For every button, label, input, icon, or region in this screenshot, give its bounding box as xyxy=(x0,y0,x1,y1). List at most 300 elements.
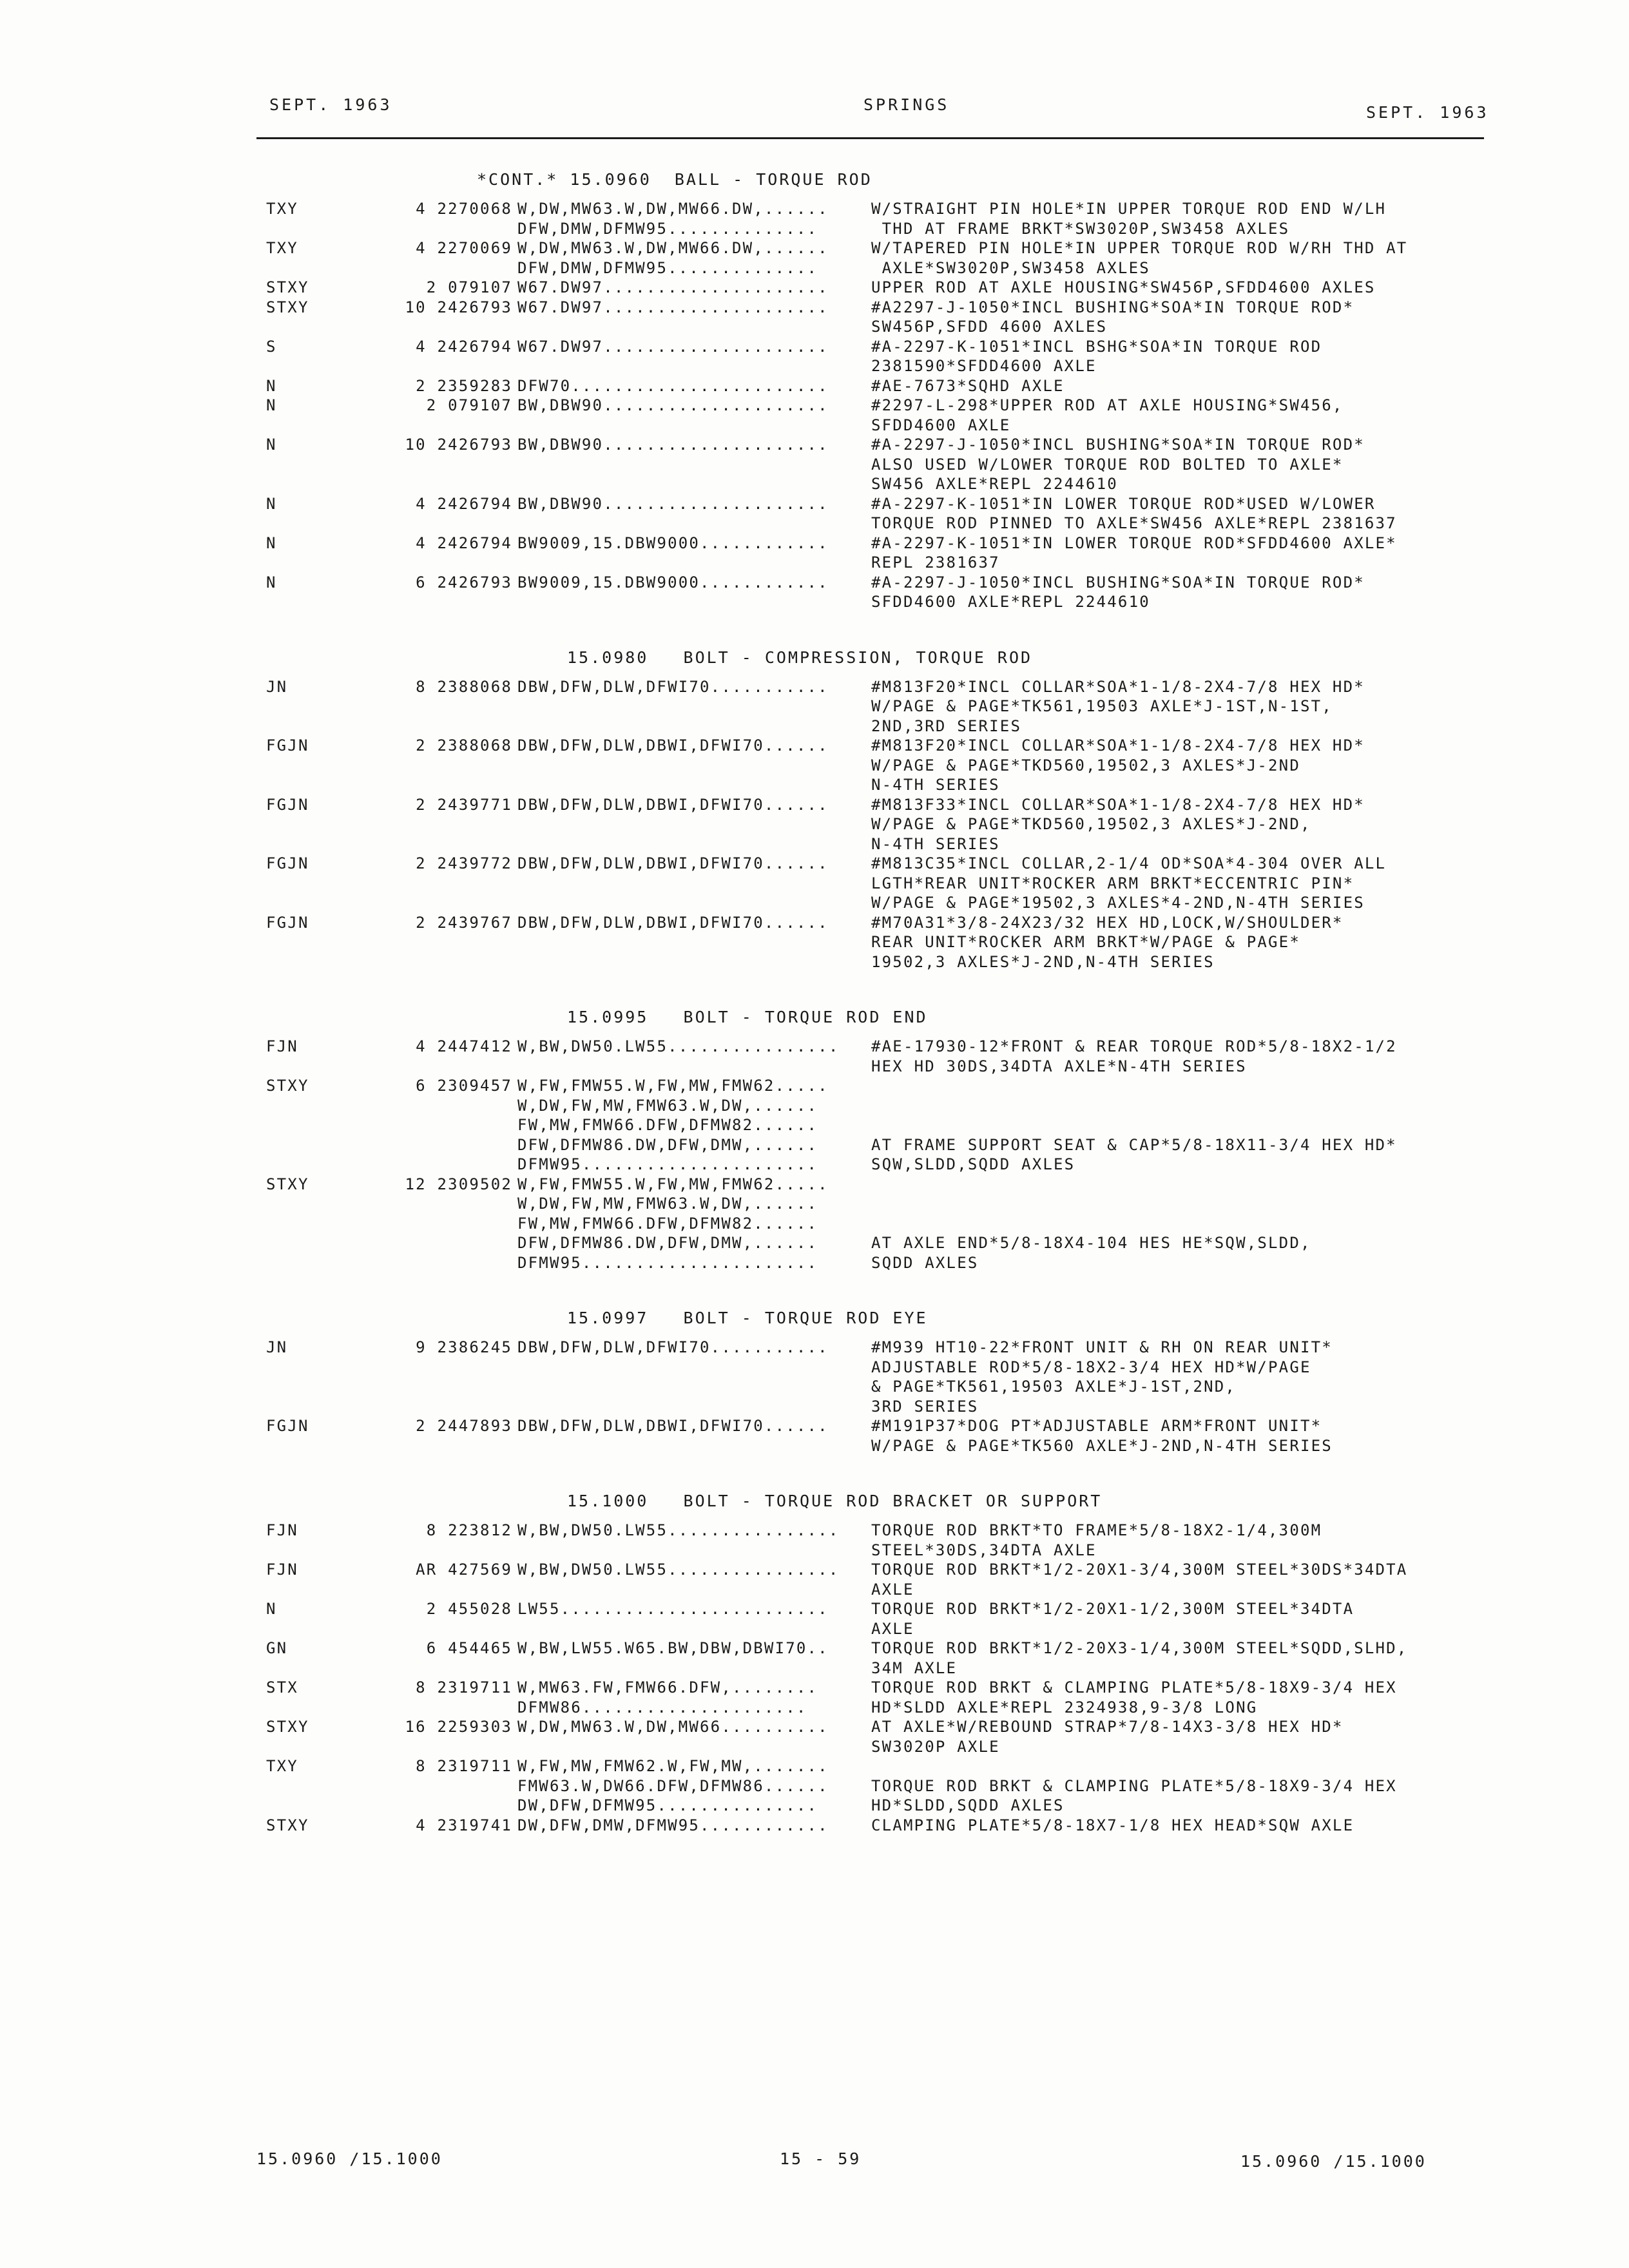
description-line: 3RD SERIES xyxy=(871,1397,979,1416)
part-description xyxy=(871,1678,1503,1717)
part-entry xyxy=(0,1076,1629,1175)
vehicle-code: STXY xyxy=(266,278,309,296)
model-list xyxy=(517,1037,865,1057)
part-description xyxy=(871,1639,1503,1678)
quantity: 6 xyxy=(426,1639,438,1657)
description-line: N-4TH SERIES xyxy=(871,776,1000,794)
part-entry xyxy=(0,1639,1629,1678)
description-line: LGTH*REAR UNIT*ROCKER ARM BRKT*ECCENTRIC PIN* xyxy=(871,874,1354,892)
vehicle-code: N xyxy=(266,376,277,395)
model-line: DW,DFW,DMW,DFMW95............ xyxy=(517,1816,829,1834)
model-list xyxy=(517,1560,865,1580)
part-entry xyxy=(0,795,1629,854)
footer-range-left: 15.0960 /15.1000 xyxy=(256,2149,443,2168)
description-line: 2ND,3RD SERIES xyxy=(871,716,1022,735)
qty-and-part-number xyxy=(374,736,512,756)
model-list xyxy=(517,199,865,238)
part-description xyxy=(871,238,1503,278)
description-line: #AE-17930-12*FRONT & REAR TORQUE ROD*5/8-18X2-1/2 xyxy=(871,1037,1397,1055)
description-line: 2381590*SFDD4600 AXLE xyxy=(871,357,1097,375)
part-number: 455028 xyxy=(448,1600,512,1618)
vehicle-code: JN xyxy=(266,1338,288,1356)
model-line: BW,DBW90..................... xyxy=(517,494,829,513)
description-line: AT AXLE*W/REBOUND STRAP*7/8-14X3-3/8 HEX HD* xyxy=(871,1718,1344,1736)
part-entry xyxy=(0,1599,1629,1639)
part-description xyxy=(871,278,1503,298)
part-number: 2426794 xyxy=(437,494,512,513)
description-line: AXLE*SW3020P,SW3458 AXLES xyxy=(871,258,1150,277)
vehicle-code: STXY xyxy=(266,1816,309,1834)
part-number: 079107 xyxy=(448,396,512,414)
model-line: DFW,DMW,DFMW95.............. xyxy=(517,258,818,277)
description-line: #A-2297-J-1050*INCL BUSHING*SOA*IN TORQUE ROD* xyxy=(871,573,1365,591)
part-number: 2270069 xyxy=(437,239,512,257)
part-description xyxy=(871,677,1503,736)
part-description xyxy=(871,1175,1503,1273)
part-entry xyxy=(0,1756,1629,1816)
model-list xyxy=(517,795,865,815)
part-number: 2426794 xyxy=(437,533,512,552)
part-number: 427569 xyxy=(448,1561,512,1579)
description-line: W/TAPERED PIN HOLE*IN UPPER TORQUE ROD W/RH THD AT xyxy=(871,239,1408,257)
part-entry xyxy=(0,494,1629,533)
vehicle-code: FJN xyxy=(266,1521,298,1539)
quantity: 4 xyxy=(416,239,427,257)
description-line: #M191P37*DOG PT*ADJUSTABLE ARM*FRONT UNIT* xyxy=(871,1417,1322,1435)
vehicle-code: FGJN xyxy=(266,736,309,754)
quantity: 8 xyxy=(416,1757,427,1775)
section-spacer xyxy=(0,972,1629,997)
vehicle-code: S xyxy=(266,337,277,356)
model-list xyxy=(517,396,865,416)
section-title: 15.0980 BOLT - COMPRESSION, TORQUE ROD xyxy=(567,648,1033,667)
description-line: #A-2297-K-1051*IN LOWER TORQUE ROD*SFDD4600 AXLE* xyxy=(871,533,1397,552)
part-description xyxy=(871,396,1503,435)
qty-and-part-number xyxy=(374,1076,512,1096)
model-line: DFW,DFMW86.DW,DFW,DMW,...... xyxy=(517,1234,818,1252)
header-title: SPRINGS xyxy=(863,95,950,114)
part-number: 2309457 xyxy=(437,1077,512,1095)
model-line: W,BW,DW50.LW55................ xyxy=(517,1521,840,1539)
model-list xyxy=(517,435,865,455)
model-line: W,BW,DW50.LW55................ xyxy=(517,1561,840,1579)
model-line: W,DW,FW,MW,FMW63.W,DW,...... xyxy=(517,1195,818,1213)
vehicle-code: N xyxy=(266,1600,277,1618)
vehicle-code: FGJN xyxy=(266,913,309,932)
part-description xyxy=(871,1037,1503,1076)
part-number: 2439767 xyxy=(437,913,512,932)
vehicle-code: FJN xyxy=(266,1037,298,1055)
qty-and-part-number xyxy=(374,1037,512,1057)
part-number: 2447412 xyxy=(437,1037,512,1055)
model-list xyxy=(517,854,865,874)
description-line: SW3020P AXLE xyxy=(871,1737,1000,1756)
model-list xyxy=(517,1521,865,1541)
section-title: 15.1000 BOLT - TORQUE ROD BRACKET OR SUPPORT xyxy=(567,1492,1103,1510)
model-list xyxy=(517,913,865,933)
part-description xyxy=(871,1756,1503,1816)
model-line: W,DW,MW63.W,DW,MW66.......... xyxy=(517,1718,829,1736)
part-number: 2359283 xyxy=(437,376,512,395)
section-spacer xyxy=(0,1456,1629,1481)
qty-and-part-number xyxy=(374,238,512,258)
model-list xyxy=(517,1416,865,1436)
description-line: REPL 2381637 xyxy=(871,553,1000,572)
part-description xyxy=(871,736,1503,795)
model-list xyxy=(517,1717,865,1737)
description-line: AXLE xyxy=(871,1619,914,1638)
model-line: DFW,DFMW86.DW,DFW,DMW,...... xyxy=(517,1135,818,1154)
part-description xyxy=(871,435,1503,494)
part-description xyxy=(871,854,1503,913)
qty-and-part-number xyxy=(374,677,512,697)
part-entry xyxy=(0,854,1629,913)
quantity: 2 xyxy=(416,736,427,754)
vehicle-code: STXY xyxy=(266,298,309,316)
description-line: TORQUE ROD BRKT & CLAMPING PLATE*5/8-18X9-3/4 HEX xyxy=(871,1776,1397,1795)
model-list xyxy=(517,337,865,357)
qty-and-part-number xyxy=(374,298,512,318)
description-line: SW456P,SFDD 4600 AXLES xyxy=(871,318,1108,336)
part-entry xyxy=(0,736,1629,795)
quantity: 8 xyxy=(416,1678,427,1696)
qty-and-part-number xyxy=(374,278,512,298)
model-line: DFMW95...................... xyxy=(517,1155,818,1173)
part-number: 223812 xyxy=(448,1521,512,1539)
vehicle-code: FGJN xyxy=(266,795,309,814)
part-description xyxy=(871,376,1503,396)
description-line: TORQUE ROD BRKT*1/2-20X3-1/4,300M STEEL*SQDD,SLHD, xyxy=(871,1639,1408,1657)
section-spacer xyxy=(0,612,1629,638)
description-line: UPPER ROD AT AXLE HOUSING*SW456P,SFDD4600 AXLES xyxy=(871,278,1376,296)
model-line: DFW,DMW,DFMW95.............. xyxy=(517,219,818,238)
model-line: W67.DW97..................... xyxy=(517,298,829,316)
description-line xyxy=(871,1214,1503,1234)
vehicle-code: TXY xyxy=(266,1757,298,1775)
model-line: BW,DBW90..................... xyxy=(517,436,829,454)
part-number: 2319741 xyxy=(437,1816,512,1834)
qty-and-part-number xyxy=(374,1756,512,1776)
qty-and-part-number xyxy=(374,1678,512,1698)
part-description xyxy=(871,1717,1503,1756)
description-line: SFDD4600 AXLE*REPL 2244610 xyxy=(871,593,1150,611)
model-line: W67.DW97..................... xyxy=(517,278,829,296)
description-line: TORQUE ROD BRKT*TO FRAME*5/8-18X2-1/4,300M xyxy=(871,1521,1322,1539)
quantity: 8 xyxy=(426,1521,438,1539)
model-line: W,FW,FMW55.W,FW,MW,FMW62..... xyxy=(517,1175,829,1193)
description-line: TORQUE ROD BRKT & CLAMPING PLATE*5/8-18X9-3/4 HEX xyxy=(871,1678,1397,1696)
model-line: BW,DBW90..................... xyxy=(517,396,829,414)
part-entry xyxy=(0,1560,1629,1599)
qty-and-part-number xyxy=(374,1175,512,1195)
qty-and-part-number xyxy=(374,1338,512,1358)
part-entry xyxy=(0,1717,1629,1756)
vehicle-code: STXY xyxy=(266,1175,309,1193)
model-line: DBW,DFW,DLW,DFWI70........... xyxy=(517,1338,829,1356)
part-entry xyxy=(0,1175,1629,1273)
model-list xyxy=(517,376,865,396)
model-line: DBW,DFW,DLW,DFWI70........... xyxy=(517,677,829,696)
part-entry xyxy=(0,533,1629,573)
model-list xyxy=(517,494,865,514)
model-list xyxy=(517,736,865,756)
description-line: #M813F20*INCL COLLAR*SOA*1-1/8-2X4-7/8 HEX HD* xyxy=(871,736,1365,754)
qty-and-part-number xyxy=(374,1639,512,1658)
description-line: SW456 AXLE*REPL 2244610 xyxy=(871,475,1118,493)
part-number: 2259303 xyxy=(437,1718,512,1736)
description-line: W/PAGE & PAGE*TK560 AXLE*J-2ND,N-4TH SERIES xyxy=(871,1436,1333,1455)
vehicle-code: N xyxy=(266,573,277,591)
model-line: DFMW86..................... xyxy=(517,1698,807,1716)
model-list xyxy=(517,1816,865,1836)
description-line: #A2297-J-1050*INCL BUSHING*SOA*IN TORQUE ROD* xyxy=(871,298,1354,316)
part-description xyxy=(871,1599,1503,1639)
description-line: SFDD4600 AXLE xyxy=(871,416,1011,434)
description-line xyxy=(871,1096,1503,1116)
model-line: FW,MW,FMW66.DFW,DFMW82...... xyxy=(517,1214,818,1233)
description-line: N-4TH SERIES xyxy=(871,834,1000,853)
header-date-right: SEPT. 1963 xyxy=(1366,103,1489,122)
model-line: W,FW,MW,FMW62.W,FW,MW,....... xyxy=(517,1757,829,1775)
model-line: DBW,DFW,DLW,DBWI,DFWI70...... xyxy=(517,736,829,754)
model-list xyxy=(517,1076,865,1175)
section-title: *CONT.* 15.0960 BALL - TORQUE ROD xyxy=(477,170,872,189)
vehicle-code: GN xyxy=(266,1639,288,1657)
quantity: 4 xyxy=(416,200,427,218)
part-description xyxy=(871,1416,1503,1456)
description-line: 34M AXLE xyxy=(871,1658,958,1677)
quantity: 2 xyxy=(426,278,438,296)
part-description xyxy=(871,1816,1503,1836)
qty-and-part-number xyxy=(374,376,512,396)
quantity: 10 xyxy=(405,436,427,454)
model-list xyxy=(517,1338,865,1358)
part-number: 2309502 xyxy=(437,1175,512,1193)
model-list xyxy=(517,1756,865,1816)
description-line: #A-2297-K-1051*IN LOWER TORQUE ROD*USED W/LOWER xyxy=(871,494,1376,513)
part-number: 2426793 xyxy=(437,573,512,591)
vehicle-code: FGJN xyxy=(266,854,309,872)
qty-and-part-number xyxy=(374,1521,512,1541)
description-line: SQDD AXLES xyxy=(871,1253,979,1272)
model-line: W,BW,LW55.W65.BW,DBW,DBWI70.. xyxy=(517,1639,829,1657)
model-line: DFMW95...................... xyxy=(517,1253,818,1272)
vehicle-code: N xyxy=(266,533,277,552)
quantity: 6 xyxy=(416,573,427,591)
model-line: BW9009,15.DBW9000............ xyxy=(517,533,829,552)
description-line: 19502,3 AXLES*J-2ND,N-4TH SERIES xyxy=(871,952,1215,971)
description-line: #A-2297-J-1050*INCL BUSHING*SOA*IN TORQUE ROD* xyxy=(871,436,1365,454)
qty-and-part-number xyxy=(374,337,512,357)
part-entry xyxy=(0,278,1629,298)
part-number: 2447893 xyxy=(437,1417,512,1435)
qty-and-part-number xyxy=(374,1560,512,1580)
part-entry xyxy=(0,913,1629,972)
qty-and-part-number xyxy=(374,573,512,593)
description-line: TORQUE ROD PINNED TO AXLE*SW456 AXLE*REPL 2381637 xyxy=(871,514,1397,532)
quantity: 2 xyxy=(416,795,427,814)
part-description xyxy=(871,795,1503,854)
part-number: 2319711 xyxy=(437,1678,512,1696)
description-line: #M813F33*INCL COLLAR*SOA*1-1/8-2X4-7/8 HEX HD* xyxy=(871,795,1365,814)
quantity: 16 xyxy=(405,1718,427,1736)
description-line: ALSO USED W/LOWER TORQUE ROD BOLTED TO AXLE* xyxy=(871,455,1344,474)
vehicle-code: STXY xyxy=(266,1718,309,1736)
quantity: 12 xyxy=(405,1175,427,1193)
model-line: LW55......................... xyxy=(517,1600,829,1618)
section-title: 15.0997 BOLT - TORQUE ROD EYE xyxy=(567,1309,928,1327)
quantity: 4 xyxy=(416,1037,427,1055)
description-line: W/PAGE & PAGE*TK561,19503 AXLE*J-1ST,N-1ST, xyxy=(871,697,1333,715)
vehicle-code: TXY xyxy=(266,200,298,218)
description-line: ADJUSTABLE ROD*5/8-18X2-3/4 HEX HD*W/PAGE xyxy=(871,1358,1311,1376)
description-line xyxy=(871,1175,1503,1195)
parts-listing xyxy=(0,160,1629,1835)
description-line: AT FRAME SUPPORT SEAT & CAP*5/8-18X11-3/4 HEX HD* xyxy=(871,1135,1397,1154)
quantity: 8 xyxy=(416,677,427,696)
description-line: W/STRAIGHT PIN HOLE*IN UPPER TORQUE ROD END W/LH xyxy=(871,200,1387,218)
part-description xyxy=(871,199,1503,238)
description-line: SQW,SLDD,SQDD AXLES xyxy=(871,1155,1075,1173)
part-number: 2439772 xyxy=(437,854,512,872)
description-line: #M939 HT10-22*FRONT UNIT & RH ON REAR UNIT* xyxy=(871,1338,1333,1356)
part-description xyxy=(871,298,1503,337)
qty-and-part-number xyxy=(374,1816,512,1836)
part-description xyxy=(871,494,1503,533)
description-line: HD*SLDD AXLE*REPL 2324938,9-3/8 LONG xyxy=(871,1698,1258,1716)
part-number: 2439771 xyxy=(437,795,512,814)
part-description xyxy=(871,1338,1503,1416)
model-line: DW,DFW,DFMW95............... xyxy=(517,1796,818,1814)
model-list xyxy=(517,298,865,318)
model-line: FW,MW,FMW66.DFW,DFMW82...... xyxy=(517,1116,818,1134)
qty-and-part-number xyxy=(374,913,512,933)
part-number: 2319711 xyxy=(437,1757,512,1775)
model-line: DFW70........................ xyxy=(517,376,829,395)
model-line: W,BW,DW50.LW55................ xyxy=(517,1037,840,1055)
model-line: DBW,DFW,DLW,DBWI,DFWI70...... xyxy=(517,854,829,872)
quantity: 4 xyxy=(416,337,427,356)
description-line: THD AT FRAME BRKT*SW3020P,SW3458 AXLES xyxy=(871,219,1290,238)
part-description xyxy=(871,1560,1503,1599)
part-number: 2270068 xyxy=(437,200,512,218)
quantity: 9 xyxy=(416,1338,427,1356)
part-entry xyxy=(0,396,1629,435)
part-entry xyxy=(0,298,1629,337)
description-line: AXLE xyxy=(871,1580,914,1599)
vehicle-code: TXY xyxy=(266,239,298,257)
vehicle-code: JN xyxy=(266,677,288,696)
description-line: #A-2297-K-1051*INCL BSHG*SOA*IN TORQUE ROD xyxy=(871,337,1322,356)
part-number: 2426794 xyxy=(437,337,512,356)
model-list xyxy=(517,278,865,298)
vehicle-code: STXY xyxy=(266,1077,309,1095)
quantity: 2 xyxy=(426,396,438,414)
part-number: 079107 xyxy=(448,278,512,296)
part-entry xyxy=(0,573,1629,612)
description-line: #M70A31*3/8-24X23/32 HEX HD,LOCK,W/SHOULDER* xyxy=(871,913,1344,932)
description-line xyxy=(871,1756,1503,1776)
model-line: DBW,DFW,DLW,DBWI,DFWI70...... xyxy=(517,795,829,814)
part-entry xyxy=(0,677,1629,736)
part-description xyxy=(871,1521,1503,1560)
description-line: STEEL*30DS,34DTA AXLE xyxy=(871,1541,1097,1559)
model-line: W,FW,FMW55.W,FW,MW,FMW62..... xyxy=(517,1077,829,1095)
model-list xyxy=(517,1175,865,1273)
model-line: FMW63.W,DW66.DFW,DFMW86...... xyxy=(517,1776,829,1795)
model-list xyxy=(517,573,865,593)
part-description xyxy=(871,533,1503,573)
part-entry xyxy=(0,199,1629,238)
model-list xyxy=(517,677,865,697)
description-line: REAR UNIT*ROCKER ARM BRKT*W/PAGE & PAGE* xyxy=(871,933,1300,951)
part-entry xyxy=(0,1521,1629,1560)
quantity: 2 xyxy=(416,1417,427,1435)
section-spacer xyxy=(0,1273,1629,1298)
part-number: 2388068 xyxy=(437,736,512,754)
qty-and-part-number xyxy=(374,854,512,874)
qty-and-part-number xyxy=(374,1717,512,1737)
description-line: TORQUE ROD BRKT*1/2-20X1-3/4,300M STEEL*30DS*34DTA xyxy=(871,1561,1408,1579)
part-description xyxy=(871,1076,1503,1175)
part-entry xyxy=(0,435,1629,494)
header-date-left: SEPT. 1963 xyxy=(269,95,392,114)
vehicle-code: FJN xyxy=(266,1561,298,1579)
qty-and-part-number xyxy=(374,396,512,416)
quantity: 2 xyxy=(416,913,427,932)
quantity: 2 xyxy=(416,854,427,872)
quantity: 10 xyxy=(405,298,427,316)
description-line xyxy=(871,1194,1503,1214)
quantity: 2 xyxy=(426,1600,438,1618)
description-line: #M813C35*INCL COLLAR,2-1/4 OD*SOA*4-304 OVER ALL xyxy=(871,854,1387,872)
part-number: 2386245 xyxy=(437,1338,512,1356)
section-title: 15.0995 BOLT - TORQUE ROD END xyxy=(567,1008,928,1026)
qty-and-part-number xyxy=(374,494,512,514)
description-line: #M813F20*INCL COLLAR*SOA*1-1/8-2X4-7/8 HEX HD* xyxy=(871,677,1365,696)
vehicle-code: N xyxy=(266,494,277,513)
model-list xyxy=(517,1678,865,1717)
part-entry xyxy=(0,1338,1629,1416)
model-list xyxy=(517,1639,865,1658)
quantity: AR xyxy=(416,1561,438,1579)
description-line: HEX HD 30DS,34DTA AXLE*N-4TH SERIES xyxy=(871,1057,1247,1075)
qty-and-part-number xyxy=(374,199,512,219)
description-line: W/PAGE & PAGE*TKD560,19502,3 AXLES*J-2ND xyxy=(871,756,1300,774)
description-line xyxy=(871,1115,1503,1135)
vehicle-code: N xyxy=(266,396,277,414)
part-number: 2388068 xyxy=(437,677,512,696)
quantity: 4 xyxy=(416,494,427,513)
qty-and-part-number xyxy=(374,795,512,815)
model-line: BW9009,15.DBW9000............ xyxy=(517,573,829,591)
description-line: AT AXLE END*5/8-18X4-104 HES HE*SQW,SLDD, xyxy=(871,1234,1311,1252)
part-number: 2426793 xyxy=(437,298,512,316)
part-description xyxy=(871,913,1503,972)
model-list xyxy=(517,1599,865,1619)
part-entry xyxy=(0,1416,1629,1456)
description-line: #2297-L-298*UPPER ROD AT AXLE HOUSING*SW456, xyxy=(871,396,1344,414)
description-line xyxy=(871,1076,1503,1096)
model-line: W,DW,MW63.W,DW,MW66.DW,...... xyxy=(517,200,829,218)
model-list xyxy=(517,238,865,278)
qty-and-part-number xyxy=(374,533,512,553)
footer-range-right: 15.0960 /15.1000 xyxy=(1240,2152,1427,2171)
header-rule xyxy=(256,137,1484,139)
part-entry xyxy=(0,1678,1629,1717)
vehicle-code: FGJN xyxy=(266,1417,309,1435)
quantity: 6 xyxy=(416,1077,427,1095)
